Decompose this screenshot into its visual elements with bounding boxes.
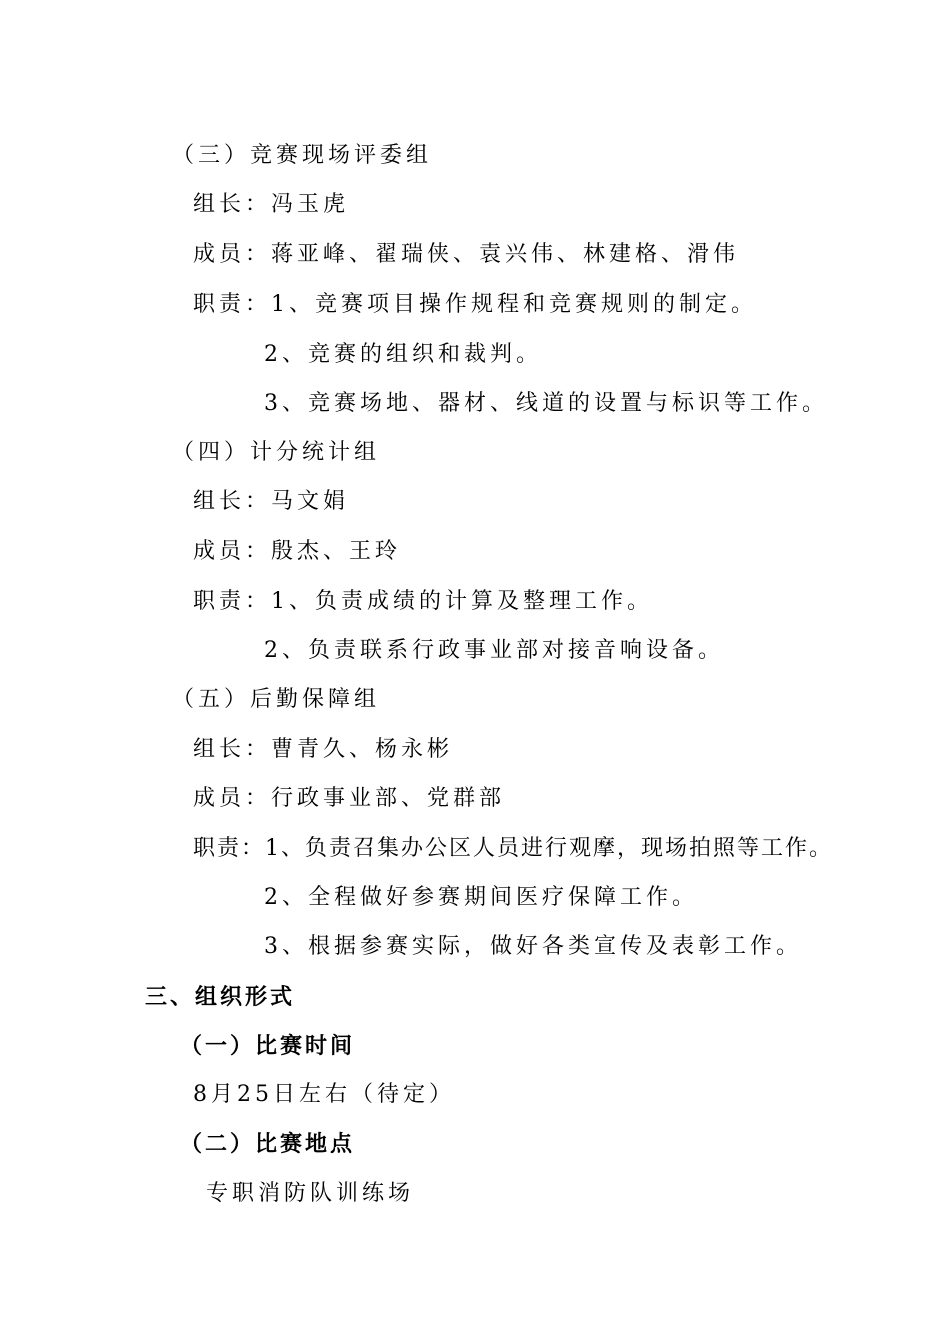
scoring-leader: 组长：马文娟 <box>193 489 350 514</box>
competition-place-heading: （二）比赛地点 <box>180 1131 356 1157</box>
logistics-duty-2: 2、全程做好参赛期间医疗保障工作。 <box>264 885 698 910</box>
competition-time-value: 8月25日左右（待定） <box>193 1082 455 1107</box>
competition-place-value: 专职消防队训练场 <box>206 1181 415 1206</box>
judges-duty-2: 2、竞赛的组织和裁判。 <box>264 342 542 367</box>
section-logistics-heading: （五）后勤保障组 <box>172 687 381 712</box>
logistics-duty-3: 3、根据参赛实际，做好各类宣传及表彰工作。 <box>264 934 802 959</box>
section-scoring-heading: （四）计分统计组 <box>172 440 381 465</box>
judges-members: 成员：蒋亚峰、翟瑞侠、袁兴伟、林建格、滑伟 <box>193 242 740 267</box>
part-three-heading: 三、组织形式 <box>145 984 296 1010</box>
logistics-duty-1: 职责：1、负责召集办公区人员进行观摩，现场拍照等工作。 <box>193 836 833 861</box>
scoring-members: 成员：殷杰、王玲 <box>193 539 402 564</box>
judges-duty-1: 职责：1、竞赛项目操作规程和竞赛规则的制定。 <box>193 292 757 317</box>
scoring-duty-1: 职责：1、负责成绩的计算及整理工作。 <box>193 589 653 614</box>
scoring-duty-2: 2、负责联系行政事业部对接音响设备。 <box>264 638 724 663</box>
logistics-leader: 组长：曹青久、杨永彬 <box>193 737 454 762</box>
judges-leader: 组长：冯玉虎 <box>193 192 350 217</box>
judges-duty-3: 3、竞赛场地、器材、线道的设置与标识等工作。 <box>264 391 828 416</box>
section-judges-heading: （三）竞赛现场评委组 <box>172 143 433 168</box>
competition-time-heading: （一）比赛时间 <box>180 1033 356 1059</box>
logistics-members: 成员：行政事业部、党群部 <box>193 786 506 811</box>
